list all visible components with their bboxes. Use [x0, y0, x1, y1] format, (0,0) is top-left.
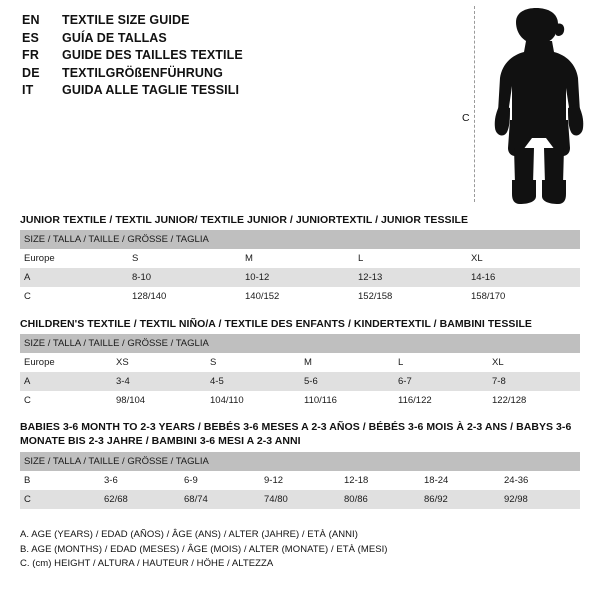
cell: 104/110	[206, 391, 300, 410]
cell: 122/128	[488, 391, 580, 410]
table-row	[20, 268, 580, 287]
cell: 14-16	[467, 268, 580, 287]
row-label: C	[20, 287, 128, 306]
cell: XS	[112, 353, 206, 372]
cell: 80/86	[340, 490, 420, 509]
section-title: BABIES 3-6 MONTH TO 2-3 YEARS / BEBÉS 3-6 MESES A 2-3 AÑOS / BÉBÉS 3-6 MOIS À 2-3 ANS / BABYS 3-6 MONATE BIS 2-3 JAHRE / BAMBINI 3-6 MESI A 2-3 ANNI	[20, 421, 572, 448]
cell: 74/80	[260, 490, 340, 509]
cell: 3-4	[112, 372, 206, 391]
footnote-a: A. AGE (YEARS) / EDAD (AÑOS) / ÂGE (ANS) / ALTER (JAHRE) / ETÀ (ANNI)	[20, 529, 358, 540]
language-code: EN	[22, 13, 40, 27]
cell: XL	[488, 353, 580, 372]
footnote-c: C. (cm) HEIGHT / ALTURA / HAUTEUR / HÖHE / ALTEZZA	[20, 558, 274, 570]
cell: 68/74	[180, 490, 260, 509]
row-label: Europe	[20, 353, 112, 372]
cell: 4-5	[206, 372, 300, 391]
section-children	[20, 318, 580, 410]
table-header-row	[20, 452, 580, 471]
row-label: A	[20, 372, 112, 391]
cell: L	[354, 249, 467, 268]
section-babies	[20, 420, 580, 509]
cell: 6-9	[180, 471, 260, 490]
cell: 5-6	[300, 372, 394, 391]
language-code: ES	[22, 30, 40, 45]
table-header-row	[20, 230, 580, 249]
table-row	[20, 287, 580, 306]
cell: S	[206, 353, 300, 372]
cell: 12-13	[354, 268, 467, 287]
cell: 152/158	[354, 287, 467, 306]
section-title: JUNIOR TEXTILE / TEXTIL JUNIOR/ TEXTILE JUNIOR / JUNIORTEXTIL / JUNIOR TESSILE	[20, 214, 469, 226]
cell: M	[241, 249, 354, 268]
cell: 24-36	[500, 471, 580, 490]
table-row	[20, 249, 580, 268]
cell: 92/98	[500, 490, 580, 509]
size-table-junior	[20, 230, 580, 306]
cell: 10-12	[241, 268, 354, 287]
language-header	[22, 14, 442, 102]
row-label: Europe	[20, 249, 128, 268]
cell: 140/152	[241, 287, 354, 306]
language-row	[22, 67, 442, 80]
cell: 128/140	[128, 287, 241, 306]
cell: 110/116	[300, 391, 394, 410]
language-row	[22, 14, 442, 27]
cell: 7-8	[488, 372, 580, 391]
section-junior	[20, 214, 580, 306]
size-table-children	[20, 334, 580, 410]
language-title: GUIDE DES TAILLES TEXTILE	[62, 48, 243, 62]
language-code: FR	[22, 48, 40, 62]
table-row	[20, 372, 580, 391]
cell: 98/104	[112, 391, 206, 410]
language-row	[22, 49, 442, 62]
table-header-row	[20, 334, 580, 353]
language-row	[22, 32, 442, 45]
table-header-label: SIZE / TALLA / TAILLE / GRÖSSE / TAGLIA	[20, 334, 580, 353]
cell: 12-18	[340, 471, 420, 490]
table-row	[20, 353, 580, 372]
language-row	[22, 84, 442, 97]
cell: M	[300, 353, 394, 372]
cell: 158/170	[467, 287, 580, 306]
language-title: TEXTILGRÖßENFÜHRUNG	[62, 65, 223, 80]
height-measure-line	[474, 6, 475, 202]
row-label: A	[20, 268, 128, 287]
row-label: C	[20, 490, 100, 509]
language-code: IT	[22, 83, 34, 97]
language-title: GUÍA DE TALLAS	[62, 30, 167, 45]
measure-label-c: C	[462, 112, 470, 124]
section-title: CHILDREN'S TEXTILE / TEXTIL NIÑO/A / TEXTILE DES ENFANTS / KINDERTEXTIL / BAMBINI TESSILE	[20, 318, 532, 330]
cell: XL	[467, 249, 580, 268]
cell: L	[394, 353, 488, 372]
language-title: TEXTILE SIZE GUIDE	[62, 13, 190, 27]
language-title: GUIDA ALLE TAGLIE TESSILI	[62, 83, 240, 97]
table-row	[20, 490, 580, 509]
cell: 6-7	[394, 372, 488, 391]
size-table-babies	[20, 452, 580, 509]
cell: 3-6	[100, 471, 180, 490]
footnotes	[20, 528, 580, 572]
measurement-figure	[452, 6, 592, 206]
table-row	[20, 391, 580, 410]
cell: S	[128, 249, 241, 268]
table-header-label: SIZE / TALLA / TAILLE / GRÖSSE / TAGLIA	[20, 452, 580, 471]
footnote-b: B. AGE (MONTHS) / EDAD (MESES) / ÂGE (MOIS) / ALTER (MONATE) / ETÀ (MESI)	[20, 543, 388, 555]
toddler-silhouette-icon	[486, 8, 590, 204]
cell: 116/122	[394, 391, 488, 410]
table-header-label: SIZE / TALLA / TAILLE / GRÖSSE / TAGLIA	[20, 230, 580, 249]
cell: 62/68	[100, 490, 180, 509]
table-row	[20, 471, 580, 490]
cell: 18-24	[420, 471, 500, 490]
cell: 86/92	[420, 490, 500, 509]
language-code: DE	[22, 65, 40, 80]
cell: 8-10	[128, 268, 241, 287]
cell: 9-12	[260, 471, 340, 490]
row-label: C	[20, 391, 112, 410]
row-label: B	[20, 471, 100, 490]
